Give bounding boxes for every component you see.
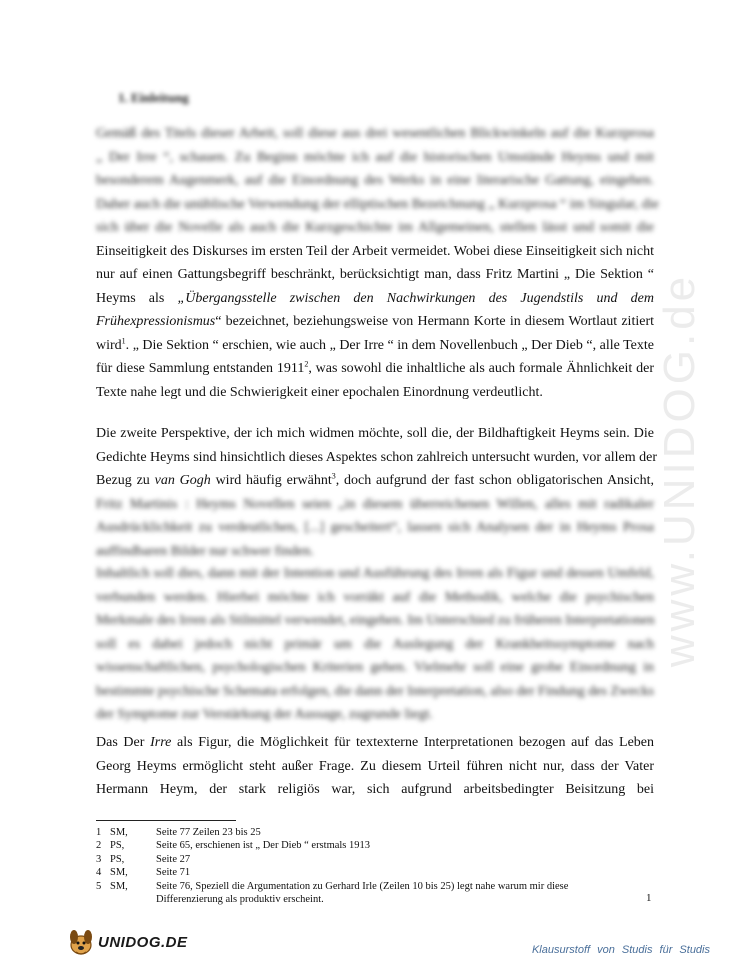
text-span: als Figur, die Möglichkeit für textexterne Interpretationen bezogen auf das Leben [171, 735, 654, 750]
text-span: , was sowohl die inhaltliche als auch formale Ähnlichkeit der [308, 361, 654, 376]
text-line: Hermann Heym, der stark religiös war, sich aufgrund arbeitsbedingter Beisitzung bei [96, 782, 654, 797]
text-line: sich über die Novelle als auch die Kurzgeschichte im Allgemeinen, stellen lässt und somit die [96, 220, 654, 235]
text-line [96, 469, 654, 493]
paragraph-1 [96, 122, 659, 404]
footnote-number: 1 [96, 827, 102, 838]
paragraph-1-blurred [96, 122, 659, 240]
footnote [96, 839, 656, 852]
footnote-ref: 1 [121, 335, 126, 345]
text-line: Die zweite Perspektive, der ich mich widmen möchte, soll die, der Bildhaftigkeit Heyms sein. Die [96, 426, 654, 441]
text-line [96, 357, 654, 381]
footnote-source: SM, [110, 867, 128, 879]
text-span: Heyms als [96, 290, 178, 306]
text-line [96, 731, 654, 755]
footnote-source: SM, [110, 827, 128, 838]
side-watermark: www.UNIDOG.de [655, 272, 704, 668]
text-line: wissenschaftlichen, psychologischen Kriterien gehen. Vielmehr soll eine grobe Einordnung in [96, 660, 654, 675]
footnote-source: SM, [110, 880, 128, 892]
footnote [96, 826, 656, 839]
section-heading: 1. Einleitung [118, 90, 189, 105]
footnotes [96, 826, 656, 906]
text-line: Ausdrücklichkeit zu verdeutlichen, [...] gescheitert“, lassen sich Analysen der in Heyms Prosa [96, 520, 654, 535]
paragraph-2-blurred [96, 493, 654, 564]
footnote-number: 3 [96, 853, 102, 865]
quote-italic: Frühexpressionismus [96, 314, 216, 329]
page-number: 1 [646, 892, 652, 904]
text-line: soll es dabei jedoch nicht primär um die Auslegung der Krankheitssymptome nach [96, 636, 654, 652]
name-italic: van Gogh [154, 473, 211, 488]
logo-text: UNIDOG.DE [98, 933, 188, 951]
unidog-logo [66, 925, 188, 959]
text-line: auffindbaren Bilder nur schwer finden. [96, 543, 314, 559]
text-span: Bezug zu [96, 473, 155, 488]
footnote-number: 5 [96, 880, 102, 892]
text-span: Das Der [96, 735, 151, 750]
footnote-source: PS, [110, 853, 125, 865]
paragraph-2 [96, 422, 658, 563]
text-line: Einseitigkeit des Diskurses im ersten Teil der Arbeit vermeidet. Wobei diese Einseitigkeit sich nicht [96, 243, 655, 259]
footnote-ref: 3 [331, 471, 336, 481]
footnote-ref: 2 [304, 359, 309, 369]
footnote-text: Seite 65, erschienen ist „ Der Dieb “ erstmals 1913 [156, 840, 371, 852]
paragraph-3 [96, 562, 654, 727]
footnote [96, 853, 656, 866]
text-line: besonderem Augenmerk, auf die Einordnung des Werks in eine literarische Gattung, eingehen. [96, 173, 654, 188]
text-line: Gemäß des Titels dieser Arbeit, soll diese aus drei wesentlichen Blickwinkeln auf die Kurzprosa [96, 126, 654, 141]
text-span: wird [96, 337, 122, 353]
text-line: verbunden werden. Hierbei möchte ich vorräkt auf die Methodik, welche die psychischen [96, 589, 654, 605]
text-line: Texte nahe legt und die Schwierigkeit einer epochalen Einordnung verdeutlicht. [96, 384, 543, 400]
footnote [96, 880, 656, 907]
text-line: Georg Heyms ermöglicht steht außer Frage. Zu diesem Urteil führen nicht nur, dass der Vater [96, 758, 654, 774]
footer-slogan: Klausurstoff von Studis für Studis [531, 944, 710, 956]
text-line: nur auf einen Gattungsbegriff beschränkt, berücksichtigt man, dass Fritz Martini „ Die Sektion “ [96, 267, 654, 282]
text-span: , doch aufgrund der fast schon obligatorischen Ansicht, [335, 473, 654, 488]
footnote-text: Seite 27 [156, 853, 191, 865]
footnote-text: Seite 77 Zeilen 23 bis 25 [156, 827, 261, 838]
footnote [96, 866, 656, 879]
text-span: für diese Sammlung entstanden 1911 [96, 361, 305, 376]
footnote-text-line: Seite 76, Speziell die Argumentation zu Gerhard Irle (Zeilen 10 bis 25) legt nahe warum mir diese [156, 880, 569, 892]
text-line: Inhaltlich soll dies, dann mit der Intention und Ausführung des Irren als Figur und dessen Umfeld, [96, 566, 654, 581]
footnote-text: Seite 71 [156, 867, 191, 879]
text-line: der Symptome zur Verstärkung der Aussage, zugrunde liegt. [96, 707, 433, 722]
text-line [96, 310, 654, 334]
footnote-number: 4 [96, 867, 102, 879]
text-span: . „ Die Sektion “ erschien, wie auch „ Der Irre “ in dem Novellenbuch „ Der Dieb “, alle Texte [125, 337, 654, 353]
text-span: wird häufig erwähnt [210, 473, 332, 488]
footnote-divider [96, 820, 236, 821]
footnote-text [156, 880, 656, 907]
footnote-number: 2 [96, 840, 102, 852]
dog-icon [66, 925, 96, 959]
text-line: bestimmte psychische Schemata erfolgen, die dann der Interpretation, also der Findung des Zwecks [96, 683, 654, 699]
paragraph-4 [96, 731, 654, 802]
footnote-text-line: Differenzierung als produktiv erscheint. [156, 894, 324, 906]
quote-italic: „Übergangsstelle zwischen den Nachwirkungen des Jugendstils und dem [177, 290, 654, 306]
text-line: Daher auch die unüblische Verwendung der elliptischen Bezeichnung „ Kurzprosa “ im Singular, die [96, 196, 659, 212]
footnote-source: PS, [110, 840, 125, 852]
text-line: „ Der Irre “, schauen. Zu Beginn möchte ich auf die historischen Umstände Heyms und mit [96, 149, 654, 165]
text-line: Merkmale des Irren als Stilmittel verwendet, eingehen. Im Unterschied zu früheren Interpretationen [96, 613, 655, 628]
text-line: Gedichte Heyms sind hinsichtlich dieses Aspektes schon zahlreich untersucht wurden, vor allem der [96, 449, 658, 465]
text-line [96, 334, 654, 358]
text-line: Fritz Martinis : Heyms Novellen seien „in diesem überreichenen Willen, alles mit radikaler [96, 496, 654, 512]
text-span: “ bezeichnet, beziehungsweise von Hermann Korte in diesem Wortlaut zitiert [215, 314, 654, 329]
title-italic: Irre [150, 735, 172, 750]
text-line [96, 287, 654, 311]
